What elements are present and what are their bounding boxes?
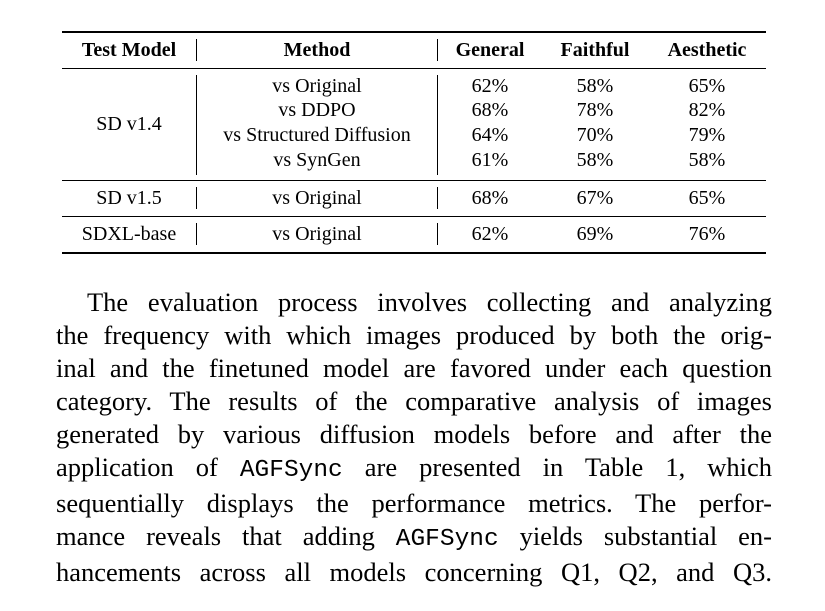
general-cell: 64% [471, 124, 509, 146]
general-cell: 61% [471, 149, 509, 171]
aesthetic-cell: 76% [688, 223, 726, 245]
results-table [62, 31, 766, 254]
body-paragraph [56, 286, 772, 589]
header-method: Method [283, 39, 351, 61]
col-separator [196, 39, 197, 61]
text-run: hancements across all models concerning Q1, Q2, and Q3. [56, 557, 772, 587]
aesthetic-cell: 58% [688, 149, 726, 171]
text-run: sequentially displays the performance metrics. The perfor- [56, 488, 772, 518]
general-cell: 62% [471, 75, 509, 97]
text-run: inal and the finetuned model are favored under each question [56, 353, 772, 383]
table-top-rule [62, 31, 766, 33]
col-separator [437, 75, 438, 175]
faithful-cell: 58% [576, 75, 614, 97]
aesthetic-cell: 82% [688, 99, 726, 121]
faithful-cell: 58% [576, 149, 614, 171]
text-run: application of [56, 452, 240, 482]
text-run: the frequency with which images produced by both the orig- [56, 320, 772, 350]
text-run: generated by various diffusion models before and after the [56, 419, 772, 449]
text-run: The evaluation process involves collecting and analyzing [87, 287, 772, 317]
text-run: yields substantial en- [498, 521, 772, 551]
paragraph-line [56, 418, 772, 451]
faithful-cell: 67% [576, 187, 614, 209]
col-separator [437, 39, 438, 61]
col-separator [196, 223, 197, 245]
paragraph-line [56, 352, 772, 385]
method-cell: vs Original [272, 75, 362, 97]
paragraph-line [56, 451, 772, 487]
header-faithful: Faithful [560, 39, 630, 61]
col-separator [196, 187, 197, 209]
header-rule [62, 68, 766, 69]
general-cell: 62% [471, 223, 509, 245]
general-cell: 68% [471, 187, 509, 209]
faithful-cell: 70% [576, 124, 614, 146]
paragraph-line [56, 319, 772, 352]
method-name-code: AGFSync [395, 526, 499, 553]
text-run: category. The results of the comparative analysis of images [56, 386, 772, 416]
table-bottom-rule [62, 252, 766, 254]
paragraph-line [56, 520, 772, 556]
col-separator [437, 187, 438, 209]
paragraph-line [56, 556, 772, 589]
header-general: General [455, 39, 525, 61]
test-model-cell: SD v1.4 [96, 113, 162, 135]
test-model-cell: SDXL-base [81, 223, 177, 245]
paragraph-line [56, 385, 772, 418]
col-separator [196, 75, 197, 175]
test-model-cell: SD v1.5 [96, 187, 162, 209]
faithful-cell: 78% [576, 99, 614, 121]
aesthetic-cell: 65% [688, 75, 726, 97]
paragraph-line [56, 487, 772, 520]
header-test-model: Test Model [81, 39, 177, 61]
method-cell: vs DDPO [278, 99, 356, 121]
general-cell: 68% [471, 99, 509, 121]
group-rule-1 [62, 180, 766, 181]
faithful-cell: 69% [576, 223, 614, 245]
group-rule-2 [62, 216, 766, 217]
col-separator [437, 223, 438, 245]
method-cell: vs Original [272, 187, 362, 209]
method-name-code: AGFSync [239, 457, 343, 484]
header-aesthetic: Aesthetic [667, 39, 747, 61]
method-cell: vs Structured Diffusion [223, 124, 411, 146]
aesthetic-cell: 65% [688, 187, 726, 209]
paragraph-line [56, 286, 772, 319]
text-run: are presented in Table 1, which [342, 452, 772, 482]
text-run: mance reveals that adding [56, 521, 396, 551]
method-cell: vs SynGen [273, 149, 361, 171]
aesthetic-cell: 79% [688, 124, 726, 146]
method-cell: vs Original [272, 223, 362, 245]
